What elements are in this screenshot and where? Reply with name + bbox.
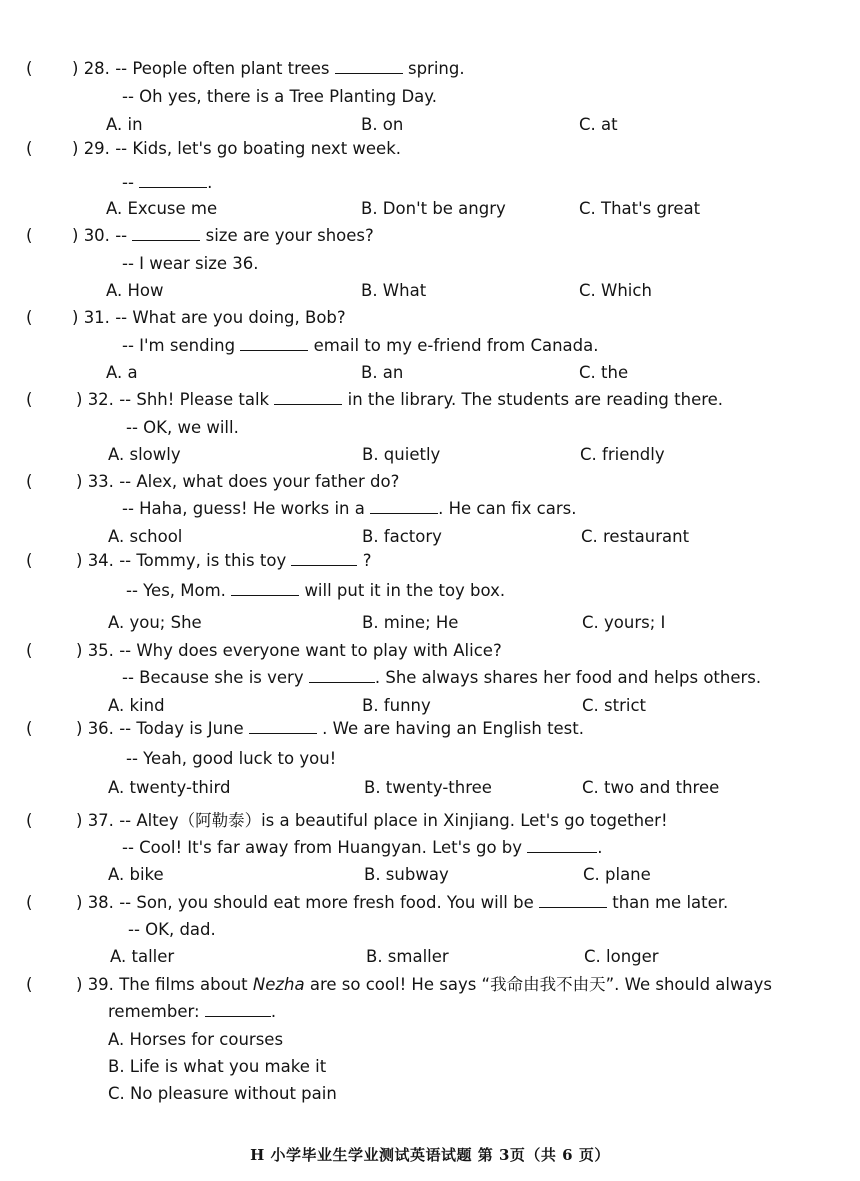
option-c[interactable]: C. restaurant: [581, 527, 690, 546]
question-text: --: [115, 226, 128, 245]
answer-blank[interactable]: [335, 59, 403, 74]
reply-text: -- Oh yes, there is a Tree Planting Day.: [122, 87, 437, 106]
option-c[interactable]: C. plane: [583, 865, 651, 884]
question-text: -- What are you doing, Bob?: [115, 308, 346, 327]
option-c[interactable]: C. at: [579, 115, 618, 134]
question-stem-32: [76, 389, 723, 411]
question-text: size are your shoes?: [205, 226, 374, 245]
option-c[interactable]: C. the: [579, 363, 629, 382]
answer-blank[interactable]: [370, 499, 438, 514]
question-number: 35.: [87, 641, 114, 660]
answer-paren-close: ): [76, 811, 83, 830]
dialog-reply: [126, 748, 336, 770]
answer-blank[interactable]: [240, 336, 308, 351]
question-text: The films about: [119, 975, 248, 994]
question-stem-30: [72, 225, 374, 247]
question-text: -- Alex, what does your father do?: [119, 472, 400, 491]
answer-paren-open[interactable]: (: [26, 308, 33, 327]
answer-paren-close: ): [76, 975, 83, 994]
question-number: 37.: [87, 811, 114, 830]
question-number: 29.: [83, 139, 110, 158]
dialog-reply: [122, 335, 599, 357]
answer-paren-open[interactable]: (: [26, 59, 33, 78]
option-a[interactable]: A. you; She: [108, 613, 202, 632]
question-stem-28: [72, 58, 465, 80]
option-b[interactable]: B. mine; He: [362, 613, 459, 632]
option-b[interactable]: B. factory: [362, 527, 442, 546]
dialog-reply: [122, 498, 576, 520]
question-text: -- Tommy, is this toy: [119, 551, 287, 570]
option-a[interactable]: A. slowly: [108, 445, 181, 464]
answer-blank[interactable]: [132, 226, 200, 241]
option-a[interactable]: A. kind: [108, 696, 165, 715]
question-text: -- Son, you should eat more fresh food. You will be: [119, 893, 534, 912]
option-b[interactable]: B. subway: [364, 865, 449, 884]
option-c[interactable]: C. Which: [579, 281, 652, 300]
answer-paren-open[interactable]: (: [26, 975, 33, 994]
question-number: 34.: [87, 551, 114, 570]
question-stem-31: [72, 307, 346, 329]
question-stem-36: [76, 718, 584, 740]
option-a[interactable]: A. How: [106, 281, 164, 300]
question-stem-37: [76, 810, 668, 832]
reply-text: -- OK, dad.: [128, 920, 216, 939]
question-number: 39.: [87, 975, 114, 994]
dialog-reply: [126, 580, 505, 602]
reply-text: -- Yeah, good luck to you!: [126, 749, 337, 768]
answer-paren-open[interactable]: (: [26, 893, 33, 912]
answer-paren-close: ): [76, 472, 83, 491]
answer-paren-open[interactable]: (: [26, 719, 33, 738]
option-c[interactable]: C. No pleasure without pain: [108, 1084, 337, 1103]
option-a[interactable]: A. a: [106, 363, 138, 382]
question-number: 28.: [83, 59, 110, 78]
answer-paren-open[interactable]: (: [26, 226, 33, 245]
reply-text: -- Yes, Mom.: [126, 581, 226, 600]
answer-paren-close: ): [72, 226, 79, 245]
film-title: Nezha: [252, 975, 305, 994]
option-c[interactable]: C. two and three: [582, 778, 720, 797]
answer-paren-open[interactable]: (: [26, 390, 33, 409]
question-number: 33.: [87, 472, 114, 491]
answer-blank[interactable]: [139, 173, 207, 188]
question-number: 36.: [87, 719, 114, 738]
reply-text: -- Cool! It's far away from Huangyan. Let's go by: [122, 838, 523, 857]
answer-paren-open[interactable]: (: [26, 139, 33, 158]
question-text: remember:: [108, 1002, 200, 1021]
answer-blank[interactable]: [539, 893, 607, 908]
answer-paren-close: ): [72, 139, 79, 158]
option-a[interactable]: A. twenty-third: [108, 778, 231, 797]
answer-paren-close: ): [72, 308, 79, 327]
dialog-reply: [122, 253, 259, 275]
option-b[interactable]: B. What: [361, 281, 427, 300]
reply-text: email to my e-friend from Canada.: [313, 336, 599, 355]
option-b[interactable]: B. an: [361, 363, 404, 382]
option-b[interactable]: B. Life is what you make it: [108, 1057, 327, 1076]
answer-blank[interactable]: [291, 551, 357, 566]
option-c[interactable]: C. yours; I: [582, 613, 666, 632]
answer-paren-close: ): [76, 641, 83, 660]
question-text: than me later.: [612, 893, 729, 912]
answer-blank[interactable]: [309, 668, 375, 683]
question-text: ?: [362, 551, 372, 570]
question-text: -- Shh! Please talk: [119, 390, 270, 409]
answer-paren-close: ): [76, 390, 83, 409]
answer-blank[interactable]: [527, 838, 597, 853]
option-a[interactable]: A. in: [106, 115, 143, 134]
question-text: .: [270, 1002, 277, 1021]
reply-text: -- I'm sending: [122, 336, 236, 355]
question-stem-29: [72, 138, 401, 160]
dialog-reply: [122, 837, 603, 859]
question-text: -- Today is June: [119, 719, 244, 738]
question-number: 32.: [87, 390, 114, 409]
question-text: -- Kids, let's go boating next week.: [115, 139, 402, 158]
question-text: in the library. The students are reading there.: [347, 390, 724, 409]
question-stem-38: [76, 892, 728, 914]
answer-blank[interactable]: [274, 390, 342, 405]
option-b[interactable]: B. twenty-three: [364, 778, 492, 797]
reply-text: .: [207, 173, 213, 192]
dialog-reply: [122, 667, 761, 689]
question-number: 31.: [83, 308, 110, 327]
question-number: 38.: [87, 893, 114, 912]
answer-paren-close: ): [76, 551, 83, 570]
option-c[interactable]: C. strict: [582, 696, 646, 715]
question-stem-33: [76, 471, 399, 493]
option-c[interactable]: C. longer: [584, 947, 659, 966]
answer-paren-open[interactable]: (: [26, 641, 33, 660]
option-c[interactable]: C. friendly: [580, 445, 665, 464]
dialog-reply: [122, 86, 437, 108]
answer-paren-close: ): [76, 893, 83, 912]
answer-paren-close: ): [72, 59, 79, 78]
option-a[interactable]: A. Horses for courses: [108, 1030, 284, 1049]
reply-text: . He can fix cars.: [438, 499, 577, 518]
question-text: -- People often plant trees: [115, 59, 330, 78]
dialog-reply: [126, 417, 239, 439]
option-a[interactable]: A. school: [108, 527, 183, 546]
option-b[interactable]: B. funny: [362, 696, 431, 715]
question-text: . We are having an English test.: [322, 719, 584, 738]
question-stem-39: [76, 974, 772, 996]
option-a[interactable]: A. Excuse me: [106, 199, 218, 218]
dialog-reply: [108, 1001, 276, 1023]
dialog-reply: [122, 172, 212, 194]
option-c[interactable]: C. That's great: [579, 199, 701, 218]
reply-text: -- OK, we will.: [126, 418, 239, 437]
reply-text: .: [597, 838, 603, 857]
answer-paren-open[interactable]: (: [26, 472, 33, 491]
option-b[interactable]: B. quietly: [362, 445, 441, 464]
question-number: 30.: [83, 226, 110, 245]
reply-text: -- Because she is very: [122, 668, 304, 687]
answer-blank[interactable]: [231, 581, 299, 596]
answer-paren-close: ): [76, 719, 83, 738]
question-text: spring.: [407, 59, 465, 78]
question-text: are so cool! He says “我命由我不由天”. We should always: [309, 975, 772, 994]
question-text: -- Altey（阿勒泰）is a beautiful place in Xinjiang. Let's go together!: [119, 811, 668, 830]
dialog-reply: [128, 919, 216, 941]
option-b[interactable]: B. Don't be angry: [361, 199, 506, 218]
page-footer: H 小学毕业生学业测试英语试题 第 3页（共 6 页）: [250, 1146, 610, 1164]
question-stem-35: [76, 640, 502, 662]
option-b[interactable]: B. on: [361, 115, 404, 134]
option-a[interactable]: A. bike: [108, 865, 164, 884]
question-stem-34: [76, 550, 371, 572]
question-text: -- Why does everyone want to play with Alice?: [119, 641, 502, 660]
answer-paren-open[interactable]: (: [26, 811, 33, 830]
answer-blank[interactable]: [205, 1002, 271, 1017]
answer-paren-open[interactable]: (: [26, 551, 33, 570]
option-a[interactable]: A. taller: [110, 947, 175, 966]
option-b[interactable]: B. smaller: [366, 947, 449, 966]
reply-text: --: [122, 173, 134, 192]
reply-text: will put it in the toy box.: [304, 581, 506, 600]
reply-text: -- Haha, guess! He works in a: [122, 499, 365, 518]
answer-blank[interactable]: [249, 719, 317, 734]
reply-text: . She always shares her food and helps others.: [374, 668, 762, 687]
reply-text: -- I wear size 36.: [122, 254, 259, 273]
